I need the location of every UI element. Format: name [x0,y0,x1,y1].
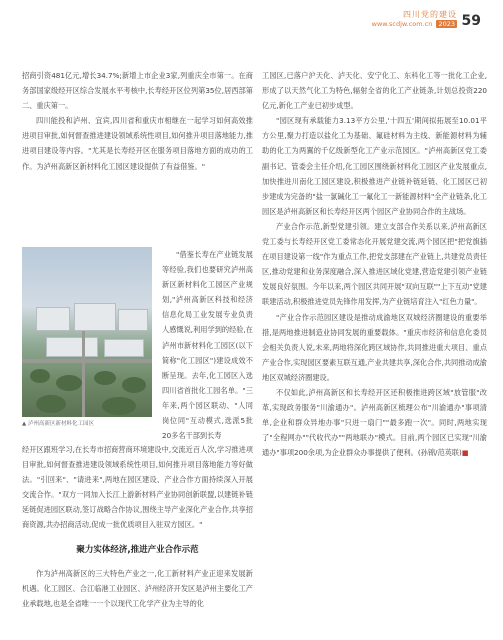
right-column [262,68,487,460]
left-column-bottom [22,442,253,611]
quote-column [162,247,253,443]
photo-figure [22,247,158,437]
page-header [0,0,503,54]
year-badge: 2023 [438,20,455,28]
end-mark-icon: ■ [461,448,469,458]
magazine-title: 四川党的建设 [403,10,457,19]
magazine-url [372,20,457,28]
photo-caption: ▲ 泸州高新区新材料化工园区 [22,421,94,427]
url-text: www.scdjw.com.cn [371,20,433,28]
left-column-top [22,68,253,174]
paragraph: 经开区跟班学习,在长寿市招商营商环境建设中,交流近百人次,学习推进项目审批,如何督查推进建设领域系统性项目,如何推升项目落地能力等好做法。"引回来"、"请进来",两地在园区建设、产业合作方面持续深入开展交流合作。"双方一同加入长江上游新材料产业协同创新联盟,以建链补链延链促进园区联动,签订战略合作协议,围绕主导产业深化产业合作,共享招商资源,共办招商活动,促成一批优质项目入驻双方园区。" [22,445,253,530]
paragraph: 招商引资481亿元,增长34.7%;新增上市企业3家,列重庆全市第一。在商务部国家级经开区综合发展水平考核中,长寿经开区位列第35位,居西部第二、重庆第一。 [22,71,253,111]
paragraph: 四川能投和泸州、宜宾,四川省和重庆市相继在一起学习如何高效推进项目审批,如何督查推进建设领域系统性项目,如何推升项目落地能力,推进项目建设等内容。"尤其是长寿经开区在服务项目落地方面的成功的工作。为泸州高新区新材料化工园区建设提供了有益借鉴。" [22,116,253,171]
author-signoff: (孙锦/范英联) [417,448,462,458]
paragraph: "借鉴长寿在产业链发展等经验,我们也要研究泸州高新区新材料化工园区产业规划,"泸州高新区科技和经济信息化局工业发展专业负责人感慨说,利用学到的经验,在泸州市新材料化工园区(以下简称"化工园区")建设成效不断呈现。去年,化工园区入选四川省首批化工园名单。"三年来,两个园区联动、"人同岗位同"互动模式,选派5批20多名干部到长寿 [162,250,253,441]
page-number: 59 [461,13,481,29]
paragraph: "园区现有承载能力3.13平方公里,'十四五'期间拟拓展至10.01平方公里,聚力打造以盐化工为基础、氟硅材料为主线、新能源材料为辅助的化工为两翼的千亿级新型化工产业示范园区。"泸州高新区党工委副书记、管委会主任介绍,化工园区围绕新材料化工园区产业发展重点,加快推进川南化工园区建设,积极推进产业链补链延链、化工园区已初步建成为完备的"盐一氯碱化工一氟化工一新能源材料"全产业链条,化工园区是泸州高新区和长寿经开区两个园区产业协同合作的主战场。 [262,116,487,216]
paragraph: 作为泸州高新区的三大特色产业之一,化工新材料产业正迎来发展新机遇。化工园区、合江临港工业园区、泸州经济开发区是泸州主要化工产业承载地,也是全省唯一一个以现代工化学产业为主导的化 [22,568,253,608]
paragraph [262,385,487,460]
section-heading: 聚力实体经济,推进产业合作示范 [76,544,199,555]
paragraph-text: 不仅如此,泸州高新区和长寿经开区还积极推进跨区域"放管服"改革,实现政务服务"川渝通办"。泸州高新区梳理公布"川渝通办"事项清单,企业和群众异地办事"只进一扇门""最多跑一次"。同时,两地实现了"全程网办""代收代办""两地联办"模式。目前,两个园区已实现"川渝通办"事项200余项,为企业群众办事提供了便利。 [262,387,487,458]
paragraph: "产业合作示范园区建设是推动成渝地区双城经济圈建设的重要举措,是两地推进制造业协同发展的重要载体。"重庆市经济和信息化委员会相关负责人说,未来,两地将深化跨区域协作,共同推进重大项目、重点产业合作,实现园区要素互联互通,产业共建共享,深化合作,共同推动成渝地区双城经济圈建设。 [262,312,487,382]
paragraph: 产业合作示范,新型党建引领。建立支部合作关系以来,泸州高新区党工委与长寿经开区党工委常态化开展党建交流,两个园区把"把党旗插在项目建设第一线"作为重点工作,把党支部建在产业链上,共建党员责任区,推动党建和业务深度融合,深入推进区域化党建,营造党建引领产业链发展良好氛围。今年以来,两个园区共同开展"双向互联""上下互动"党建联建活动,积极推进党员先锋作用发挥,为产业链培育注入"红色力量"。 [262,221,487,307]
industrial-park-photo [22,247,152,417]
paragraph: 工园区,已落户沪天化、泸天化、安宁化工、东科化工等一批化工企业,形成了以天然气化工为特色,辐射全省的化工产业链条,计划总投资220亿元,新化工产业已初步成型。 [262,71,487,111]
